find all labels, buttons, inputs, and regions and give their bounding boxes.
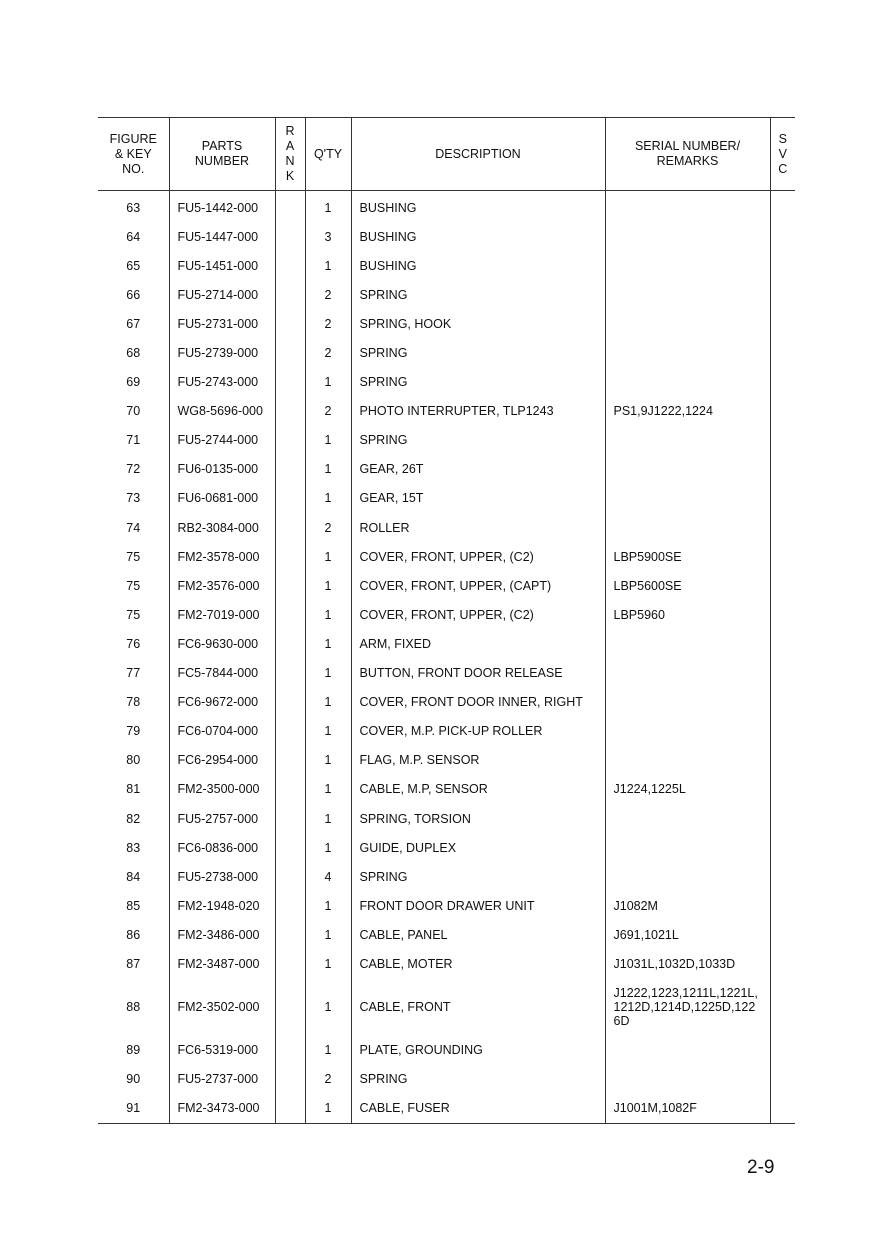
cell-qty: 3	[305, 222, 351, 251]
cell-figure-key: 69	[126, 375, 141, 390]
table-row	[98, 717, 795, 746]
cell-part-number: FC5-7844-000	[169, 659, 275, 688]
table-row	[98, 833, 795, 862]
cell-rank	[275, 775, 305, 804]
cell-svc	[770, 571, 795, 600]
cell-part-number: FM2-3487-000	[169, 949, 275, 978]
cell-rank	[275, 251, 305, 280]
cell-rank	[275, 833, 305, 862]
table-row	[98, 455, 795, 484]
table-row	[98, 688, 795, 717]
cell-qty: 1	[305, 1036, 351, 1065]
cell-qty: 1	[305, 717, 351, 746]
table-row	[98, 309, 795, 338]
cell-remarks: LBP5900SE	[605, 542, 770, 571]
cell-qty: 2	[305, 1065, 351, 1094]
cell-qty: 1	[305, 455, 351, 484]
cell-remarks	[605, 659, 770, 688]
cell-figure-key: 75	[126, 578, 141, 593]
cell-figure-key: 84	[126, 869, 141, 884]
cell-rank	[275, 280, 305, 309]
cell-description: SPRING	[351, 338, 605, 367]
table-row	[98, 484, 795, 513]
cell-part-number: FU6-0681-000	[169, 484, 275, 513]
cell-qty: 2	[305, 309, 351, 338]
cell-description: ROLLER	[351, 513, 605, 542]
cell-rank	[275, 542, 305, 571]
table-row	[98, 775, 795, 804]
table-row	[98, 397, 795, 426]
table-row	[98, 368, 795, 397]
cell-rank	[275, 397, 305, 426]
cell-svc	[770, 920, 795, 949]
cell-remarks	[605, 280, 770, 309]
cell-svc	[770, 542, 795, 571]
cell-remarks	[605, 513, 770, 542]
cell-remarks	[605, 629, 770, 658]
table-row	[98, 513, 795, 542]
cell-part-number: FC6-9672-000	[169, 688, 275, 717]
cell-part-number: FC6-5319-000	[169, 1036, 275, 1065]
cell-description: COVER, FRONT, UPPER, (C2)	[351, 600, 605, 629]
cell-part-number: FU5-2744-000	[169, 426, 275, 455]
cell-remarks: LBP5600SE	[605, 571, 770, 600]
cell-remarks	[605, 309, 770, 338]
cell-figure-key: 90	[126, 1072, 141, 1087]
cell-svc	[770, 484, 795, 513]
table-row	[98, 862, 795, 891]
cell-qty: 1	[305, 368, 351, 397]
cell-qty: 1	[305, 979, 351, 1036]
cell-rank	[275, 688, 305, 717]
table-row	[98, 746, 795, 775]
cell-qty: 1	[305, 1094, 351, 1124]
table-row	[98, 222, 795, 251]
cell-description: SPRING	[351, 368, 605, 397]
cell-description: COVER, M.P. PICK-UP ROLLER	[351, 717, 605, 746]
cell-remarks	[605, 717, 770, 746]
cell-part-number: FM2-3502-000	[169, 979, 275, 1036]
cell-description: SPRING	[351, 1065, 605, 1094]
cell-svc	[770, 891, 795, 920]
cell-part-number: FC6-0836-000	[169, 833, 275, 862]
cell-qty: 1	[305, 688, 351, 717]
cell-rank	[275, 368, 305, 397]
cell-remarks: LBP5960	[605, 600, 770, 629]
cell-rank	[275, 338, 305, 367]
cell-figure-key: 77	[126, 666, 141, 681]
table-row	[98, 804, 795, 833]
cell-description: FLAG, M.P. SENSOR	[351, 746, 605, 775]
table-row	[98, 426, 795, 455]
cell-qty: 1	[305, 775, 351, 804]
cell-rank	[275, 571, 305, 600]
cell-rank	[275, 309, 305, 338]
cell-figure-key: 68	[126, 346, 141, 361]
header-qty: Q'TY	[305, 118, 351, 191]
cell-part-number: FM2-3576-000	[169, 571, 275, 600]
cell-svc	[770, 804, 795, 833]
cell-svc	[770, 1065, 795, 1094]
cell-rank	[275, 891, 305, 920]
cell-remarks	[605, 338, 770, 367]
cell-description: COVER, FRONT DOOR INNER, RIGHT	[351, 688, 605, 717]
cell-figure-key: 89	[126, 1043, 141, 1058]
cell-remarks	[605, 833, 770, 862]
cell-rank	[275, 659, 305, 688]
cell-part-number: FU6-0135-000	[169, 455, 275, 484]
cell-qty: 1	[305, 484, 351, 513]
cell-svc	[770, 426, 795, 455]
cell-figure-key: 79	[126, 724, 141, 739]
cell-qty: 1	[305, 426, 351, 455]
cell-figure-key: 91	[98, 1094, 169, 1124]
cell-remarks	[605, 862, 770, 891]
cell-remarks: J1001M,1082F	[605, 1094, 770, 1124]
cell-part-number: FC6-0704-000	[169, 717, 275, 746]
cell-rank	[275, 1094, 305, 1124]
cell-qty: 1	[305, 191, 351, 223]
cell-description: PHOTO INTERRUPTER, TLP1243	[351, 397, 605, 426]
table-row	[98, 571, 795, 600]
cell-qty: 1	[305, 833, 351, 862]
table-row	[98, 600, 795, 629]
cell-rank	[275, 920, 305, 949]
cell-remarks: J691,1021L	[605, 920, 770, 949]
cell-qty: 1	[305, 920, 351, 949]
table-row	[98, 1094, 795, 1124]
cell-qty: 2	[305, 513, 351, 542]
cell-remarks: J1082M	[605, 891, 770, 920]
cell-svc	[770, 280, 795, 309]
cell-figure-key: 73	[126, 491, 141, 506]
cell-description: BUSHING	[351, 251, 605, 280]
cell-description: BUSHING	[351, 191, 605, 223]
cell-remarks	[605, 484, 770, 513]
cell-qty: 1	[305, 251, 351, 280]
cell-figure-key: 67	[126, 316, 141, 331]
cell-part-number: FM2-3500-000	[169, 775, 275, 804]
cell-figure-key: 75	[126, 607, 141, 622]
cell-svc	[770, 368, 795, 397]
cell-description: BUTTON, FRONT DOOR RELEASE	[351, 659, 605, 688]
table-row	[98, 979, 795, 1036]
cell-remarks: PS1,9J1222,1224	[605, 397, 770, 426]
cell-rank	[275, 513, 305, 542]
cell-description: SPRING, TORSION	[351, 804, 605, 833]
cell-qty: 1	[305, 804, 351, 833]
cell-rank	[275, 426, 305, 455]
cell-part-number: FU5-2739-000	[169, 338, 275, 367]
cell-description: PLATE, GROUNDING	[351, 1036, 605, 1065]
cell-description: GEAR, 15T	[351, 484, 605, 513]
cell-part-number: FC6-9630-000	[169, 629, 275, 658]
cell-remarks	[605, 222, 770, 251]
cell-remarks	[605, 1065, 770, 1094]
cell-rank	[275, 455, 305, 484]
cell-remarks	[605, 191, 770, 223]
page-number: 2-9	[747, 1157, 775, 1178]
cell-description: GEAR, 26T	[351, 455, 605, 484]
cell-qty: 2	[305, 280, 351, 309]
cell-remarks: J1222,1223,1211L,1221L,1212D,1214D,1225D,1226D	[605, 979, 770, 1036]
cell-part-number: WG8-5696-000	[169, 397, 275, 426]
cell-part-number: FC6-2954-000	[169, 746, 275, 775]
cell-description: COVER, FRONT, UPPER, (CAPT)	[351, 571, 605, 600]
table-row	[98, 920, 795, 949]
cell-svc	[770, 629, 795, 658]
cell-remarks	[605, 804, 770, 833]
cell-part-number: FM2-1948-020	[169, 891, 275, 920]
cell-remarks: J1224,1225L	[605, 775, 770, 804]
cell-svc	[770, 338, 795, 367]
cell-figure-key: 83	[126, 840, 141, 855]
cell-figure-key: 82	[126, 811, 141, 826]
cell-rank	[275, 717, 305, 746]
cell-part-number: FM2-3578-000	[169, 542, 275, 571]
cell-rank	[275, 1065, 305, 1094]
cell-description: FRONT DOOR DRAWER UNIT	[351, 891, 605, 920]
cell-qty: 1	[305, 891, 351, 920]
cell-rank	[275, 1036, 305, 1065]
cell-svc	[770, 1036, 795, 1065]
cell-description: CABLE, PANEL	[351, 920, 605, 949]
cell-part-number: FU5-2738-000	[169, 862, 275, 891]
table-row	[98, 251, 795, 280]
cell-qty: 1	[305, 949, 351, 978]
cell-svc	[770, 222, 795, 251]
table-row	[98, 338, 795, 367]
header-description: DESCRIPTION	[351, 118, 605, 191]
cell-part-number: FU5-1442-000	[169, 191, 275, 223]
cell-part-number: FU5-1447-000	[169, 222, 275, 251]
cell-description: BUSHING	[351, 222, 605, 251]
table-row	[98, 1036, 795, 1065]
cell-figure-key: 63	[126, 200, 141, 215]
cell-qty: 4	[305, 862, 351, 891]
cell-description: GUIDE, DUPLEX	[351, 833, 605, 862]
table-row	[98, 542, 795, 571]
cell-qty: 2	[305, 338, 351, 367]
table-row	[98, 629, 795, 658]
header-serial-remarks: SERIAL NUMBER/ REMARKS	[605, 118, 770, 191]
cell-qty: 1	[305, 571, 351, 600]
cell-part-number: FU5-2757-000	[169, 804, 275, 833]
cell-part-number: FM2-3473-000	[169, 1094, 275, 1124]
cell-svc	[770, 455, 795, 484]
cell-rank	[275, 804, 305, 833]
cell-qty: 1	[305, 746, 351, 775]
parts-list-table	[98, 117, 795, 1124]
cell-part-number: FU5-1451-000	[169, 251, 275, 280]
cell-svc	[770, 659, 795, 688]
cell-rank	[275, 629, 305, 658]
cell-rank	[275, 862, 305, 891]
cell-figure-key: 78	[126, 695, 141, 710]
cell-figure-key: 74	[126, 520, 141, 535]
cell-qty: 1	[305, 629, 351, 658]
table-row	[98, 659, 795, 688]
cell-figure-key: 66	[126, 287, 141, 302]
cell-rank	[275, 979, 305, 1036]
table-body	[98, 191, 795, 1124]
header-rank: R A N K	[275, 118, 305, 191]
cell-rank	[275, 222, 305, 251]
cell-part-number: FU5-2737-000	[169, 1065, 275, 1094]
table-row	[98, 1065, 795, 1094]
cell-description: ARM, FIXED	[351, 629, 605, 658]
cell-remarks	[605, 426, 770, 455]
cell-qty: 2	[305, 397, 351, 426]
cell-rank	[275, 484, 305, 513]
cell-figure-key: 76	[126, 636, 141, 651]
cell-svc	[770, 862, 795, 891]
cell-part-number: FM2-7019-000	[169, 600, 275, 629]
cell-description: SPRING	[351, 426, 605, 455]
cell-remarks	[605, 251, 770, 280]
table-row	[98, 949, 795, 978]
cell-figure-key: 64	[126, 229, 141, 244]
cell-description: SPRING, HOOK	[351, 309, 605, 338]
cell-svc	[770, 775, 795, 804]
cell-svc	[770, 191, 795, 223]
cell-svc	[770, 513, 795, 542]
cell-rank	[275, 191, 305, 223]
cell-figure-key: 70	[126, 404, 141, 419]
header-row	[98, 118, 795, 191]
cell-remarks	[605, 455, 770, 484]
header-svc: S V C	[770, 118, 795, 191]
cell-svc	[770, 1094, 795, 1124]
table-header	[98, 118, 795, 191]
cell-svc	[770, 979, 795, 1036]
cell-figure-key: 81	[126, 782, 141, 797]
cell-description: SPRING	[351, 280, 605, 309]
table-row	[98, 191, 795, 223]
cell-remarks	[605, 746, 770, 775]
cell-figure-key: 75	[126, 549, 141, 564]
cell-svc	[770, 600, 795, 629]
cell-svc	[770, 833, 795, 862]
cell-remarks: J1031L,1032D,1033D	[605, 949, 770, 978]
cell-description: CABLE, M.P, SENSOR	[351, 775, 605, 804]
cell-svc	[770, 251, 795, 280]
cell-description: CABLE, FUSER	[351, 1094, 605, 1124]
cell-svc	[770, 309, 795, 338]
cell-figure-key: 65	[126, 258, 141, 273]
cell-description: CABLE, MOTER	[351, 949, 605, 978]
cell-part-number: RB2-3084-000	[169, 513, 275, 542]
cell-part-number: FM2-3486-000	[169, 920, 275, 949]
cell-description: SPRING	[351, 862, 605, 891]
table-row	[98, 280, 795, 309]
cell-qty: 1	[305, 542, 351, 571]
cell-figure-key: 72	[126, 462, 141, 477]
cell-rank	[275, 746, 305, 775]
cell-svc	[770, 717, 795, 746]
header-parts-number: PARTS NUMBER	[169, 118, 275, 191]
cell-description: COVER, FRONT, UPPER, (C2)	[351, 542, 605, 571]
cell-part-number: FU5-2714-000	[169, 280, 275, 309]
cell-figure-key: 86	[126, 927, 141, 942]
cell-qty: 1	[305, 659, 351, 688]
cell-figure-key: 85	[126, 898, 141, 913]
table-row	[98, 891, 795, 920]
header-figure-key: FIGURE & KEY NO.	[98, 118, 169, 191]
cell-part-number: FU5-2731-000	[169, 309, 275, 338]
cell-svc	[770, 949, 795, 978]
cell-rank	[275, 949, 305, 978]
cell-figure-key: 80	[126, 753, 141, 768]
cell-qty: 1	[305, 600, 351, 629]
cell-rank	[275, 600, 305, 629]
cell-svc	[770, 688, 795, 717]
cell-remarks	[605, 368, 770, 397]
cell-svc	[770, 746, 795, 775]
cell-figure-key: 87	[126, 956, 141, 971]
cell-part-number: FU5-2743-000	[169, 368, 275, 397]
cell-figure-key: 71	[126, 433, 141, 448]
cell-remarks	[605, 1036, 770, 1065]
cell-figure-key: 88	[126, 1000, 141, 1015]
cell-svc	[770, 397, 795, 426]
cell-description: CABLE, FRONT	[351, 979, 605, 1036]
cell-remarks	[605, 688, 770, 717]
